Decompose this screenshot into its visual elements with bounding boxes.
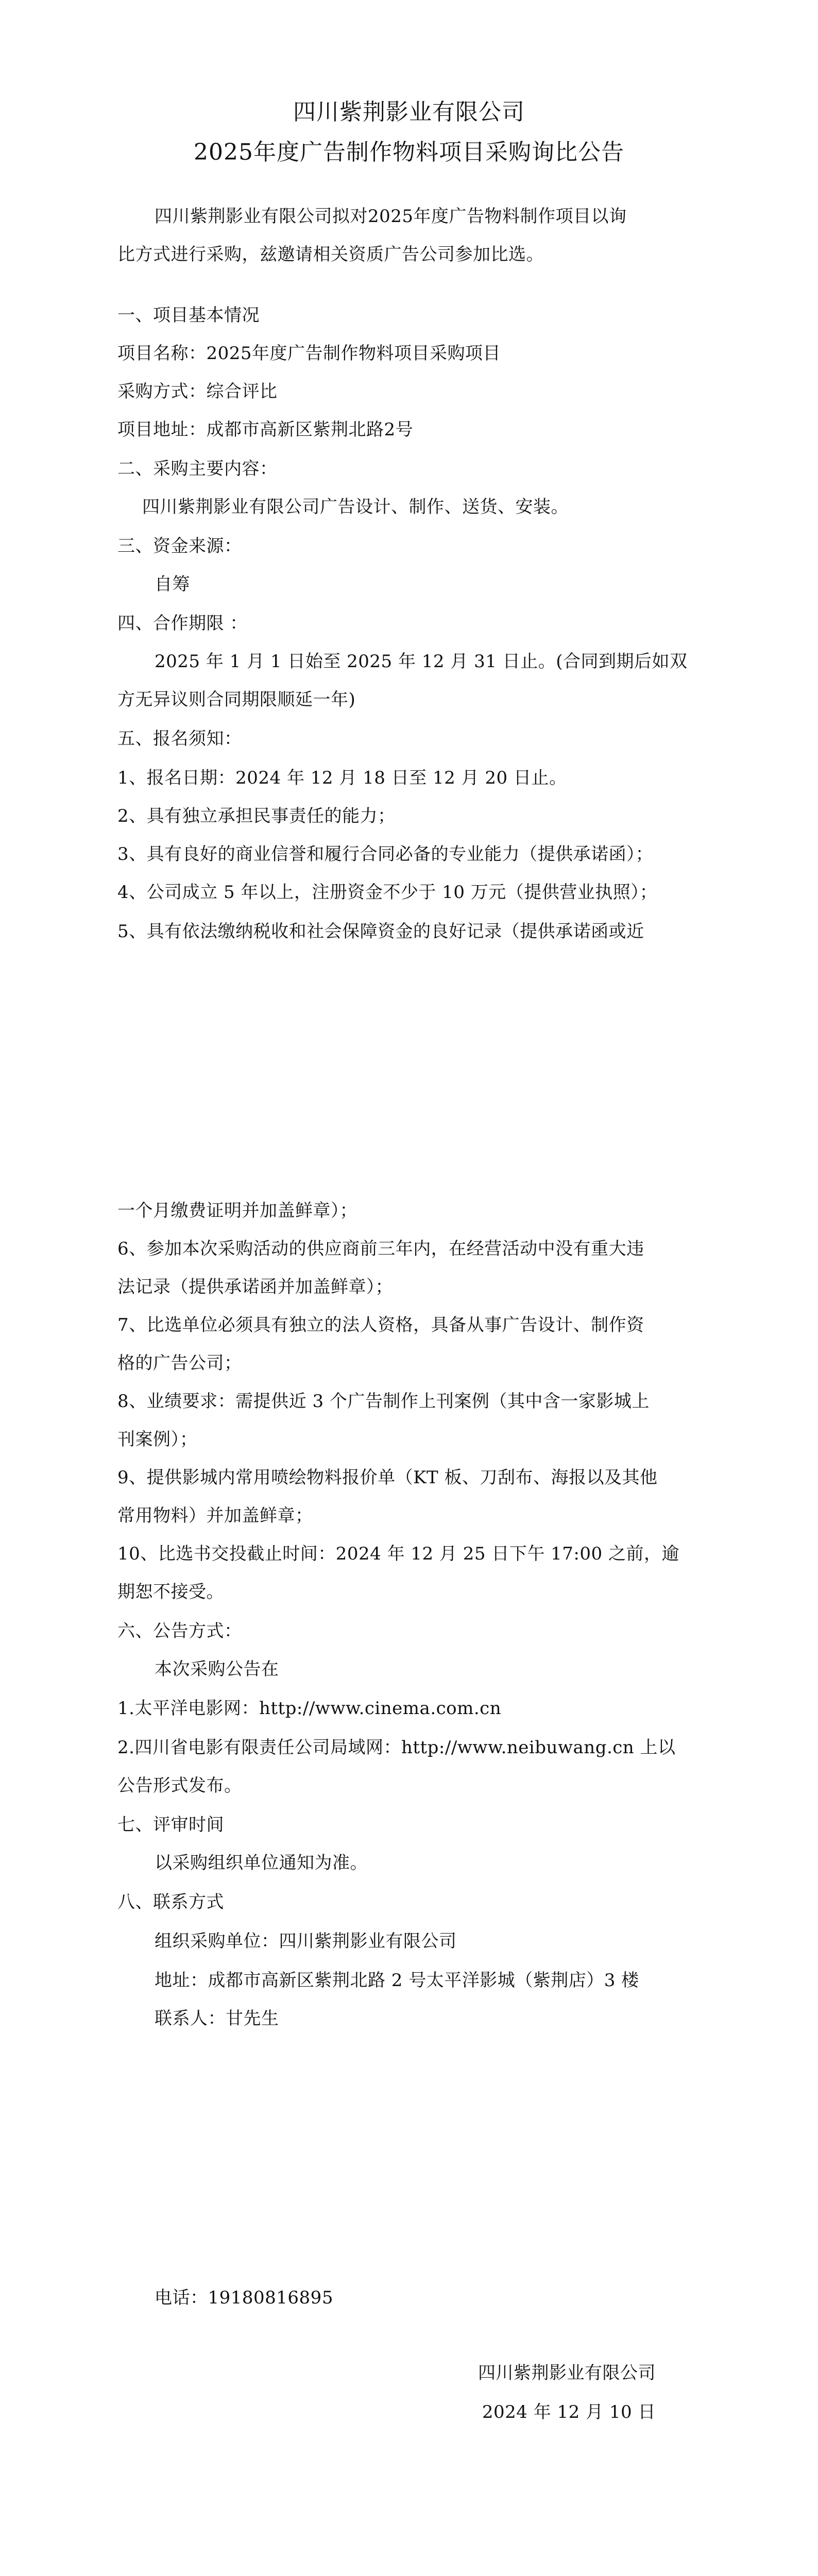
- requirement-5-line-2: 一个月缴费证明并加盖鲜章）；: [117, 1200, 357, 1221]
- contact-person: 联系人：甘先生: [155, 2008, 279, 2029]
- signature-company: 四川紫荆影业有限公司: [478, 2363, 656, 2383]
- contact-address: 地址：成都市高新区紫荆北路 2 号太平洋影城（紫荆店）3 楼: [155, 1970, 639, 1991]
- section-3-heading: 三、资金来源：: [117, 536, 242, 556]
- requirement-8-line-1: 8、业绩要求：需提供近 3 个广告制作上刊案例（其中含一家影城上: [117, 1391, 650, 1412]
- requirement-10-line-1: 10、比选书交投截止时间：2024 年 12 月 25 日下午 17:00 之前，逾: [117, 1544, 679, 1564]
- requirement-6-line-1: 6、参加本次采购活动的供应商前三年内，在经营活动中没有重大违: [117, 1239, 644, 1259]
- section-4-heading: 四、合作期限 ：: [117, 613, 248, 634]
- page-title: 2025年度广告制作物料项目采购询比公告: [194, 139, 624, 165]
- requirement-6-line-2: 法记录（提供承诺函并加盖鲜章）；: [117, 1277, 393, 1297]
- announcement-intro: 本次采购公告在: [155, 1659, 279, 1680]
- review-time: 以采购组织单位通知为准。: [155, 1853, 368, 1873]
- section-5-heading: 五、报名须知：: [117, 728, 242, 749]
- requirement-9-line-1: 9、提供影城内常用喷绘物料报价单（KT 板、刀刮布、海报以及其他: [117, 1467, 658, 1488]
- term-line-2: 方无异议则合同期限顺延一年): [117, 689, 356, 710]
- organizer: 组织采购单位：四川紫荆影业有限公司: [155, 1931, 457, 1952]
- section-7-heading: 七、评审时间: [117, 1815, 224, 1835]
- intro-line-2: 比方式进行采购，兹邀请相关资质广告公司参加比选。: [117, 244, 544, 265]
- requirement-8-line-2: 刊案例）；: [117, 1429, 198, 1450]
- announcement-site-2-line-2: 公告形式发布。: [117, 1775, 242, 1796]
- requirement-9-line-2: 常用物料）并加盖鲜章；: [117, 1505, 313, 1526]
- requirement-7-line-2: 格的广告公司；: [117, 1353, 242, 1374]
- announcement-site-2-line-1: 2.四川省电影有限责任公司局域网：http://www.neibuwang.cn 上以: [117, 1737, 676, 1758]
- requirement-7-line-1: 7、比选单位必须具有独立的法人资格，具备从事广告设计、制作资: [117, 1315, 644, 1335]
- requirement-1: 1、报名日期：2024 年 12 月 18 日至 12 月 20 日止。: [117, 768, 567, 788]
- requirement-4: 4、公司成立 5 年以上，注册资金不少于 10 万元（提供营业执照）；: [117, 882, 658, 903]
- intro-line-1: 四川紫荆影业有限公司拟对2025年度广告物料制作项目以询: [155, 206, 627, 227]
- signature-date: 2024 年 12 月 10 日: [482, 2402, 656, 2422]
- procurement-method: 采购方式：综合评比: [117, 381, 278, 402]
- term-line-1: 2025 年 1 月 1 日始至 2025 年 12 月 31 日止。(合同到期后如双: [155, 651, 688, 672]
- requirement-2: 2、具有独立承担民事责任的能力；: [117, 806, 396, 826]
- funding-source: 自筹: [155, 574, 190, 595]
- announcement-site-1: 1.太平洋电影网：http://www.cinema.com.cn: [117, 1698, 502, 1719]
- section-2-heading: 二、采购主要内容：: [117, 459, 278, 479]
- requirement-10-line-2: 期恕不接受。: [117, 1582, 224, 1602]
- project-name: 项目名称：2025年度广告制作物料项目采购项目: [117, 343, 501, 364]
- section-6-heading: 六、公告方式：: [117, 1621, 242, 1641]
- section-8-heading: 八、联系方式: [117, 1892, 224, 1912]
- contact-phone: 电话：19180816895: [155, 2287, 333, 2308]
- procurement-content: 四川紫荆影业有限公司广告设计、制作、送货、安装。: [142, 497, 569, 517]
- requirement-3: 3、具有良好的商业信誉和履行合同必备的专业能力（提供承诺函）；: [117, 844, 654, 865]
- company-title: 四川紫荆影业有限公司: [293, 99, 525, 125]
- section-1-heading: 一、项目基本情况: [117, 305, 260, 326]
- requirement-5-line-1: 5、具有依法缴纳税收和社会保障资金的良好记录（提供承诺函或近: [117, 921, 644, 942]
- project-address: 项目地址：成都市高新区紫荆北路2号: [117, 419, 414, 440]
